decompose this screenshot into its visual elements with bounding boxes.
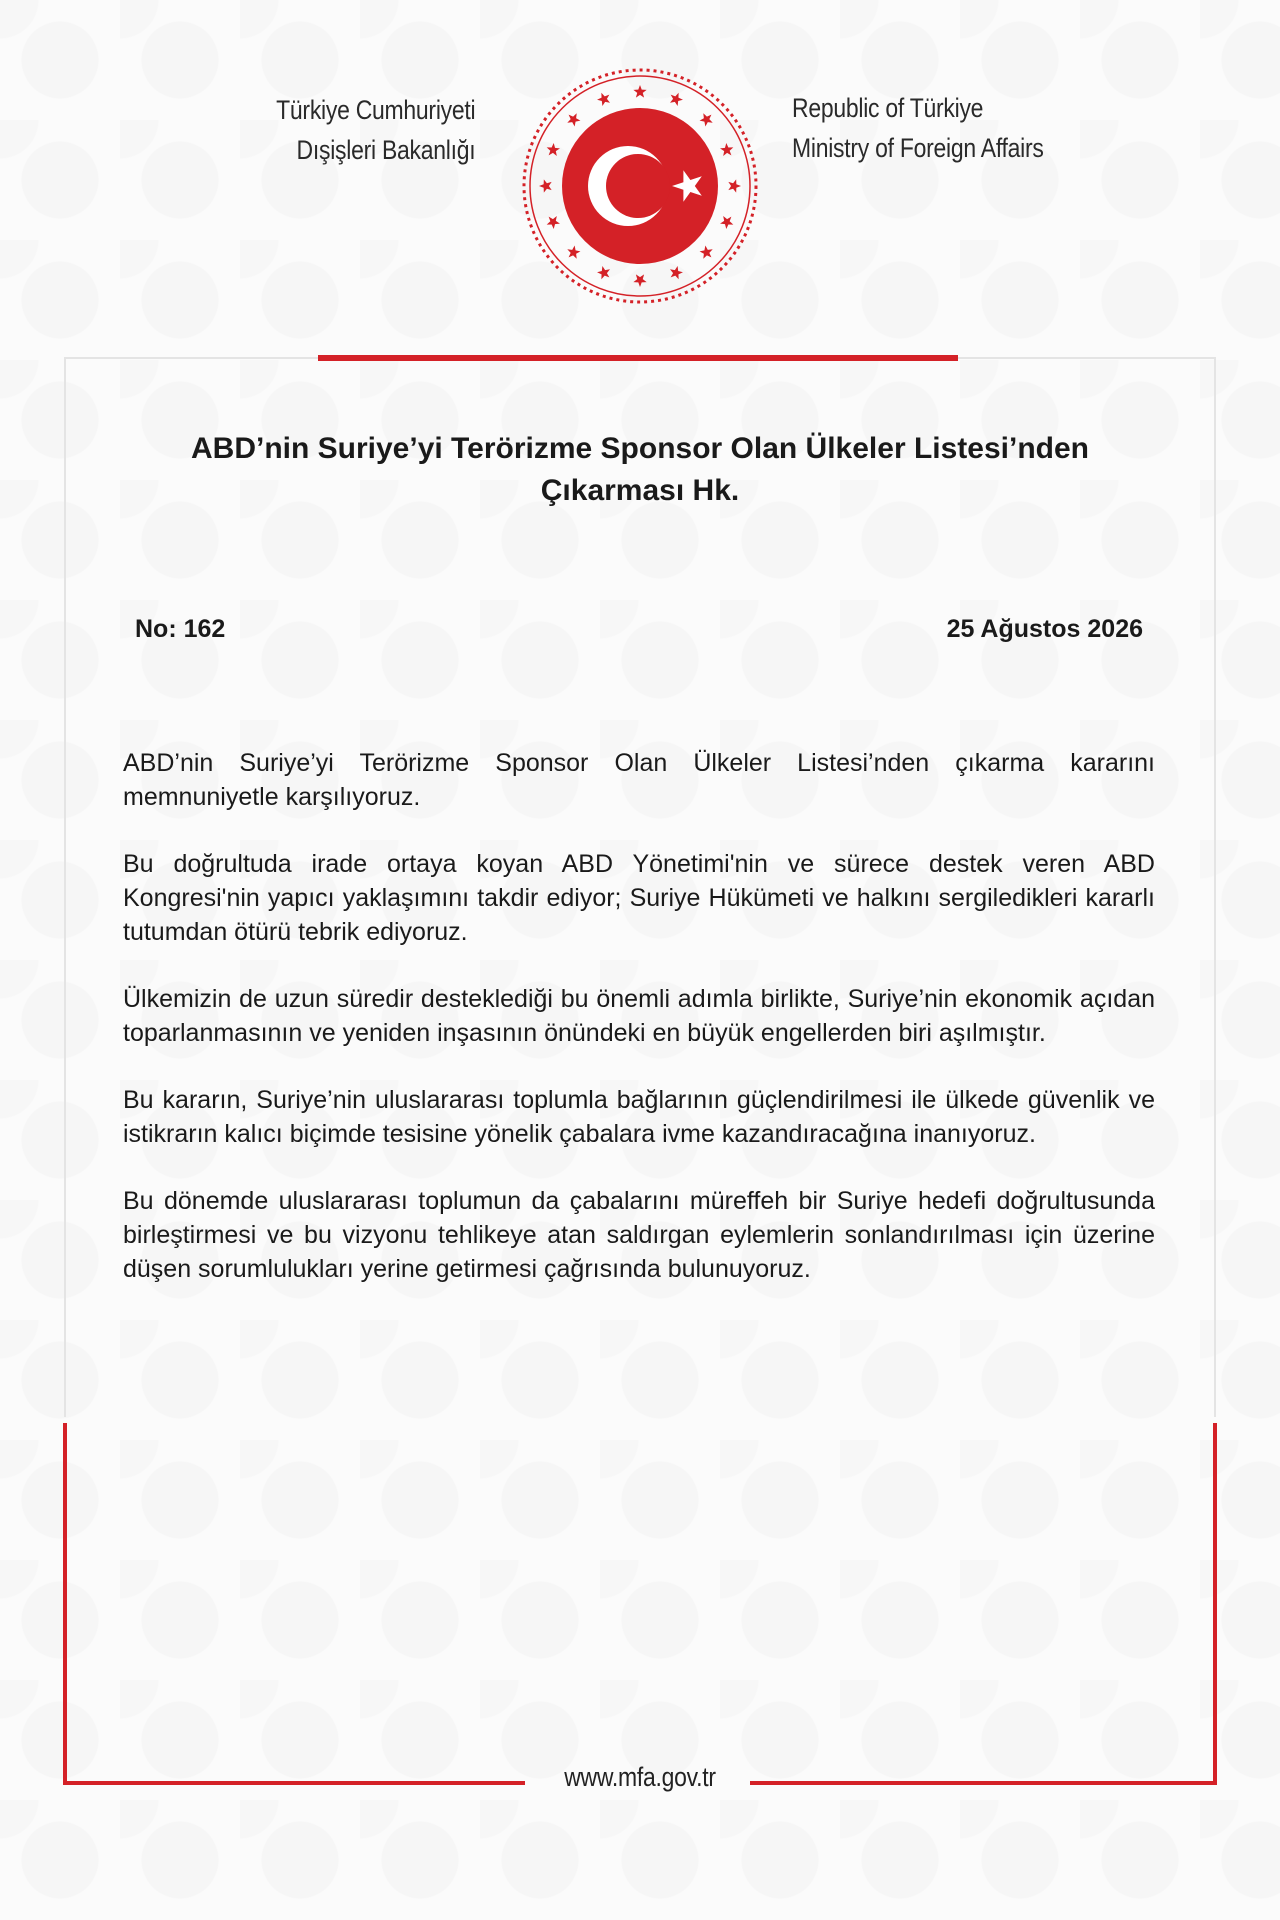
seal-star-icon <box>597 266 610 279</box>
frame-bottom-right-accent <box>750 1781 1217 1785</box>
body-paragraph: Bu doğrultuda irade ortaya koyan ABD Yönetimi'nin ve sürece destek veren ABD Kongresi'nin yapıcı yaklaşımını takdir ediyor; Suriye Hükümeti ve halkını sergiledikleri kararlı tutumdan ötürü tebrik ediyoruz. <box>123 850 1155 946</box>
frame-bottom-left-accent <box>63 1781 525 1785</box>
seal-star-icon <box>720 216 733 229</box>
seal-star-icon <box>539 179 552 192</box>
document-date: 25 Ağustos 2026 <box>946 615 1143 643</box>
frame-left-line <box>64 357 66 1417</box>
seal-star-icon <box>700 246 713 259</box>
frame-left-accent <box>63 1423 67 1785</box>
seal-star-icon <box>633 85 646 98</box>
website-link[interactable]: www.mfa.gov.tr <box>564 1762 716 1792</box>
org-name-turkish <box>276 90 475 170</box>
seal-star-icon <box>670 93 683 106</box>
org-name-turkish-line1: Türkiye Cumhuriyeti <box>275 95 475 125</box>
ministry-seal-icon <box>520 66 760 306</box>
seal-star-icon <box>700 113 713 126</box>
seal-star-icon <box>547 216 560 229</box>
frame-right-accent <box>1213 1423 1217 1785</box>
seal-star-icon <box>547 143 560 156</box>
seal-star-icon <box>567 113 580 126</box>
seal-star-icon <box>720 143 733 156</box>
seal-star-icon <box>728 179 741 192</box>
seal-star-icon <box>567 246 580 259</box>
org-name-english-line2: Ministry of Foreign Affairs <box>792 133 1044 163</box>
document-body <box>123 746 1155 1319</box>
frame-top-accent <box>318 355 958 361</box>
body-paragraph: Bu dönemde uluslararası toplumun da çabalarını müreffeh bir Suriye hedefi doğrultusunda birleştirmesi ve bu vizyonu tehlikeye atan saldırgan eylemlerin sonlandırılması için üzerine düşen sorumlulukları yerine getirmesi çağrısında bulunuyoruz. <box>123 1187 1155 1283</box>
org-name-english <box>792 88 1044 168</box>
document-title: ABD’nin Suriye’yi Terörizme Sponsor Olan Ülkeler Listesi’nden Çıkarması Hk. <box>191 432 1089 507</box>
org-name-english-line1: Republic of Türkiye <box>792 93 984 123</box>
document-number: No: 162 <box>135 615 226 643</box>
org-name-turkish-line2: Dışişleri Bakanlığı <box>296 135 475 165</box>
seal-star-icon <box>670 266 683 279</box>
body-paragraph: Ülkemizin de uzun süredir desteklediği bu önemli adımla birlikte, Suriye’nin ekonomik açıdan toparlanmasının ve yeniden inşasının önündeki en büyük engellerden biri aşılmıştır. <box>123 985 1155 1047</box>
body-paragraph: ABD’nin Suriye’yi Terörizme Sponsor Olan Ülkeler Listesi’nden çıkarma kararını memnuniyetle karşılıyoruz. <box>123 749 1155 811</box>
frame-right-line <box>1214 357 1216 1417</box>
seal-star-icon <box>597 93 610 106</box>
body-paragraph: Bu kararın, Suriye’nin uluslararası toplumla bağlarının güçlendirilmesi ile ülkede güvenlik ve istikrarın kalıcı biçimde tesisine yönelik çabalara ivme kazandıracağına inanıyoruz. <box>123 1086 1155 1148</box>
seal-star-icon <box>633 274 646 287</box>
